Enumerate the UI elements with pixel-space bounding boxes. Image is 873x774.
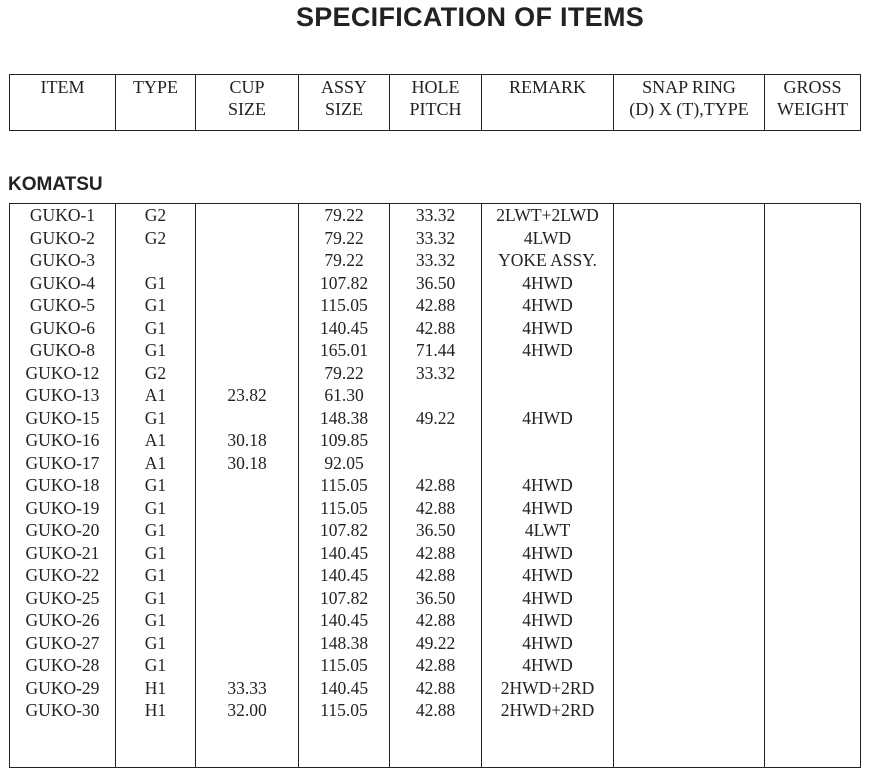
table-cell [765, 317, 860, 340]
table-cell [614, 272, 764, 295]
table-cell: 2LWT+2LWD [496, 205, 599, 225]
header-remark: REMARK [482, 75, 614, 130]
table-cell [196, 362, 298, 385]
table-cell [196, 317, 298, 340]
table-cell: G1 [144, 655, 167, 675]
table-cell: 140.45 [319, 677, 369, 698]
table-cell [614, 677, 764, 700]
table-cell [614, 294, 764, 317]
header-type: TYPE [116, 75, 196, 130]
table-cell: 36.50 [415, 520, 456, 540]
table-cell: 42.88 [415, 610, 456, 630]
table-cell: 107.82 [319, 272, 369, 293]
table-cell [765, 654, 860, 677]
table-cell: GUKO-21 [25, 542, 100, 563]
table-cell: 115.05 [320, 475, 368, 495]
table-cell: 4HWD [522, 272, 573, 293]
table-cell [765, 204, 860, 227]
table-cell: 42.88 [415, 655, 456, 675]
table-cell [196, 497, 298, 520]
table-cell: H1 [144, 700, 167, 720]
table-cell [482, 429, 613, 452]
table-cell: GUKO-16 [25, 430, 100, 450]
table-cell: A1 [144, 430, 167, 450]
table-cell [765, 384, 860, 407]
table-cell: 115.05 [320, 497, 368, 518]
table-cell: 4LWT [524, 520, 571, 540]
table-cell: 33.32 [415, 205, 456, 225]
table-cell: GUKO-6 [29, 317, 96, 338]
table-cell: A1 [144, 452, 167, 473]
table-cell: G1 [144, 272, 167, 293]
table-cell: G1 [144, 565, 167, 585]
table-cell [390, 452, 481, 475]
column-cup-size [196, 204, 299, 767]
table-cell [765, 249, 860, 272]
table-cell [196, 204, 298, 227]
spec-table [9, 203, 861, 768]
table-cell [614, 474, 764, 497]
table-cell: 33.32 [415, 227, 456, 248]
table-cell [614, 362, 764, 385]
table-cell: 36.50 [415, 272, 456, 293]
table-cell: G1 [144, 475, 167, 495]
table-cell: G1 [144, 610, 167, 630]
table-cell: G2 [144, 362, 167, 383]
table-cell: 4HWD [522, 497, 573, 518]
table-cell [614, 564, 764, 587]
table-cell [765, 362, 860, 385]
table-cell [482, 362, 613, 385]
table-cell: 49.22 [415, 407, 456, 428]
table-cell: GUKO-15 [25, 407, 100, 428]
table-cell: 61.30 [324, 385, 364, 405]
table-cell: G1 [144, 497, 167, 518]
table-cell: GUKO-17 [25, 452, 100, 473]
table-cell: 79.22 [324, 205, 364, 225]
table-cell [196, 654, 298, 677]
table-cell [765, 497, 860, 520]
table-cell [765, 609, 860, 632]
header-cup-size: CUP SIZE [196, 75, 299, 130]
table-cell: 115.05 [320, 655, 368, 675]
table-cell: 79.22 [324, 227, 364, 248]
column-item [10, 204, 116, 767]
table-cell: GUKO-13 [25, 385, 100, 405]
table-cell: GUKO-8 [29, 340, 96, 360]
table-cell: G1 [144, 587, 167, 608]
table-cell [765, 677, 860, 700]
table-cell [614, 249, 764, 272]
table-cell: GUKO-25 [25, 587, 100, 608]
table-cell: 2HWD+2RD [500, 700, 595, 720]
table-cell: G1 [144, 520, 167, 540]
table-cell: 4HWD [522, 475, 573, 495]
table-cell [196, 519, 298, 542]
table-cell [196, 474, 298, 497]
table-cell: 33.33 [227, 677, 267, 698]
table-cell [614, 227, 764, 250]
table-cell [614, 632, 764, 655]
header-hole-pitch: HOLE PITCH [390, 75, 482, 130]
table-cell [614, 497, 764, 520]
table-cell [614, 542, 764, 565]
table-cell [196, 542, 298, 565]
table-cell [614, 339, 764, 362]
table-cell: GUKO-27 [25, 632, 100, 653]
table-cell: 4HWD [522, 407, 573, 428]
table-cell [116, 249, 195, 272]
table-cell: H1 [144, 677, 167, 698]
table-cell: G1 [144, 542, 167, 563]
table-cell: 4HWD [522, 340, 573, 360]
table-cell: 42.88 [415, 497, 456, 518]
table-cell: G1 [144, 295, 167, 315]
table-cell: GUKO-19 [25, 497, 100, 518]
table-cell [482, 452, 613, 475]
table-cell: 42.88 [415, 677, 456, 698]
table-cell [390, 384, 481, 407]
table-cell [614, 609, 764, 632]
table-cell: GUKO-3 [29, 250, 96, 270]
table-cell: 79.22 [324, 362, 364, 383]
table-cell [765, 474, 860, 497]
table-cell: 115.05 [320, 700, 368, 720]
table-cell [614, 519, 764, 542]
table-cell [614, 407, 764, 430]
column-gross-weight [765, 204, 860, 767]
table-cell [765, 429, 860, 452]
table-cell: G1 [144, 340, 167, 360]
table-cell [765, 519, 860, 542]
table-cell: GUKO-30 [25, 700, 100, 720]
table-cell: A1 [144, 385, 167, 405]
table-cell: 4HWD [522, 632, 573, 653]
table-cell [765, 294, 860, 317]
table-cell [196, 249, 298, 272]
table-cell [765, 227, 860, 250]
table-cell [196, 294, 298, 317]
table-cell: GUKO-18 [25, 475, 100, 495]
table-cell: 107.82 [319, 520, 369, 540]
table-cell: G1 [144, 632, 167, 653]
header-snap-ring: SNAP RING (D) X (T),TYPE [614, 75, 765, 130]
table-cell: 4HWD [522, 317, 573, 338]
section-title: KOMATSU [8, 174, 103, 195]
table-cell: 42.88 [415, 295, 456, 315]
table-cell [482, 384, 613, 407]
table-cell [614, 384, 764, 407]
table-cell [765, 564, 860, 587]
table-cell: G2 [144, 227, 167, 248]
table-cell: 140.45 [319, 610, 369, 630]
table-cell: 148.38 [319, 632, 369, 653]
table-cell [196, 339, 298, 362]
table-cell [765, 339, 860, 362]
column-hole-pitch [390, 204, 482, 767]
table-cell: 4LWD [523, 227, 572, 248]
table-cell: 115.05 [320, 295, 368, 315]
table-cell [614, 587, 764, 610]
header-item: ITEM [10, 75, 116, 130]
header-gross-weight: GROSS WEIGHT [777, 77, 848, 119]
table-cell: 4HWD [522, 542, 573, 563]
table-cell: 4HWD [522, 610, 573, 630]
table-cell [196, 227, 298, 250]
table-cell [614, 429, 764, 452]
table-cell: 33.32 [415, 250, 456, 270]
table-cell [765, 699, 860, 722]
table-cell: 165.01 [319, 340, 369, 360]
table-cell [765, 272, 860, 295]
table-cell [614, 699, 764, 722]
table-cell [765, 632, 860, 655]
table-cell: GUKO-26 [25, 610, 100, 630]
table-cell: 140.45 [319, 565, 369, 585]
table-cell [614, 452, 764, 475]
table-cell: G1 [144, 407, 167, 428]
table-cell: GUKO-1 [29, 205, 96, 225]
table-cell [614, 317, 764, 340]
table-cell: 36.50 [415, 587, 456, 608]
table-cell: 42.88 [415, 317, 456, 338]
table-cell: 4HWD [522, 565, 573, 585]
page-title: SPECIFICATION OF ITEMS [295, 2, 645, 32]
table-cell: G2 [144, 205, 167, 225]
column-type [116, 204, 196, 767]
table-cell: 42.88 [415, 700, 456, 720]
column-snap-ring [614, 204, 765, 767]
table-cell: 42.88 [415, 565, 456, 585]
table-cell: 49.22 [415, 632, 456, 653]
table-cell: 71.44 [415, 340, 456, 360]
table-cell: 30.18 [227, 430, 267, 450]
table-cell: 42.88 [415, 542, 456, 563]
table-cell [196, 609, 298, 632]
table-cell: GUKO-29 [25, 677, 100, 698]
table-cell: YOKE ASSY. [498, 250, 597, 270]
table-cell [765, 587, 860, 610]
table-cell: GUKO-20 [25, 520, 100, 540]
header-assy-size: ASSY SIZE [299, 75, 390, 130]
table-cell: 42.88 [415, 475, 456, 495]
table-cell: GUKO-12 [25, 362, 100, 383]
table-cell: 33.32 [415, 362, 456, 383]
table-cell: 109.85 [319, 430, 369, 450]
header-table [9, 74, 861, 131]
table-cell: 4HWD [522, 295, 573, 315]
table-cell: 4HWD [522, 655, 573, 675]
table-cell [196, 272, 298, 295]
table-cell: GUKO-5 [29, 295, 96, 315]
table-cell [196, 564, 298, 587]
table-cell: 140.45 [319, 542, 369, 563]
table-cell: 92.05 [324, 452, 364, 473]
table-cell: G1 [144, 317, 167, 338]
table-cell [390, 429, 481, 452]
column-assy-size [299, 204, 390, 767]
table-cell: 148.38 [319, 407, 369, 428]
table-cell [196, 632, 298, 655]
table-cell [765, 452, 860, 475]
table-cell [614, 654, 764, 677]
table-cell: 32.00 [227, 700, 267, 720]
table-cell: 140.45 [319, 317, 369, 338]
table-cell: GUKO-22 [25, 565, 100, 585]
table-cell: 2HWD+2RD [500, 677, 595, 698]
table-cell: GUKO-4 [29, 272, 96, 293]
table-cell: 79.22 [324, 250, 364, 270]
table-cell [614, 204, 764, 227]
table-cell [196, 407, 298, 430]
table-cell: 107.82 [319, 587, 369, 608]
table-cell: 23.82 [227, 385, 267, 405]
table-cell: 4HWD [522, 587, 573, 608]
table-cell [765, 542, 860, 565]
table-cell [765, 407, 860, 430]
table-cell: GUKO-2 [29, 227, 96, 248]
table-cell: 30.18 [227, 452, 267, 473]
column-remark [482, 204, 614, 767]
table-cell [196, 587, 298, 610]
table-cell: GUKO-28 [25, 655, 100, 675]
